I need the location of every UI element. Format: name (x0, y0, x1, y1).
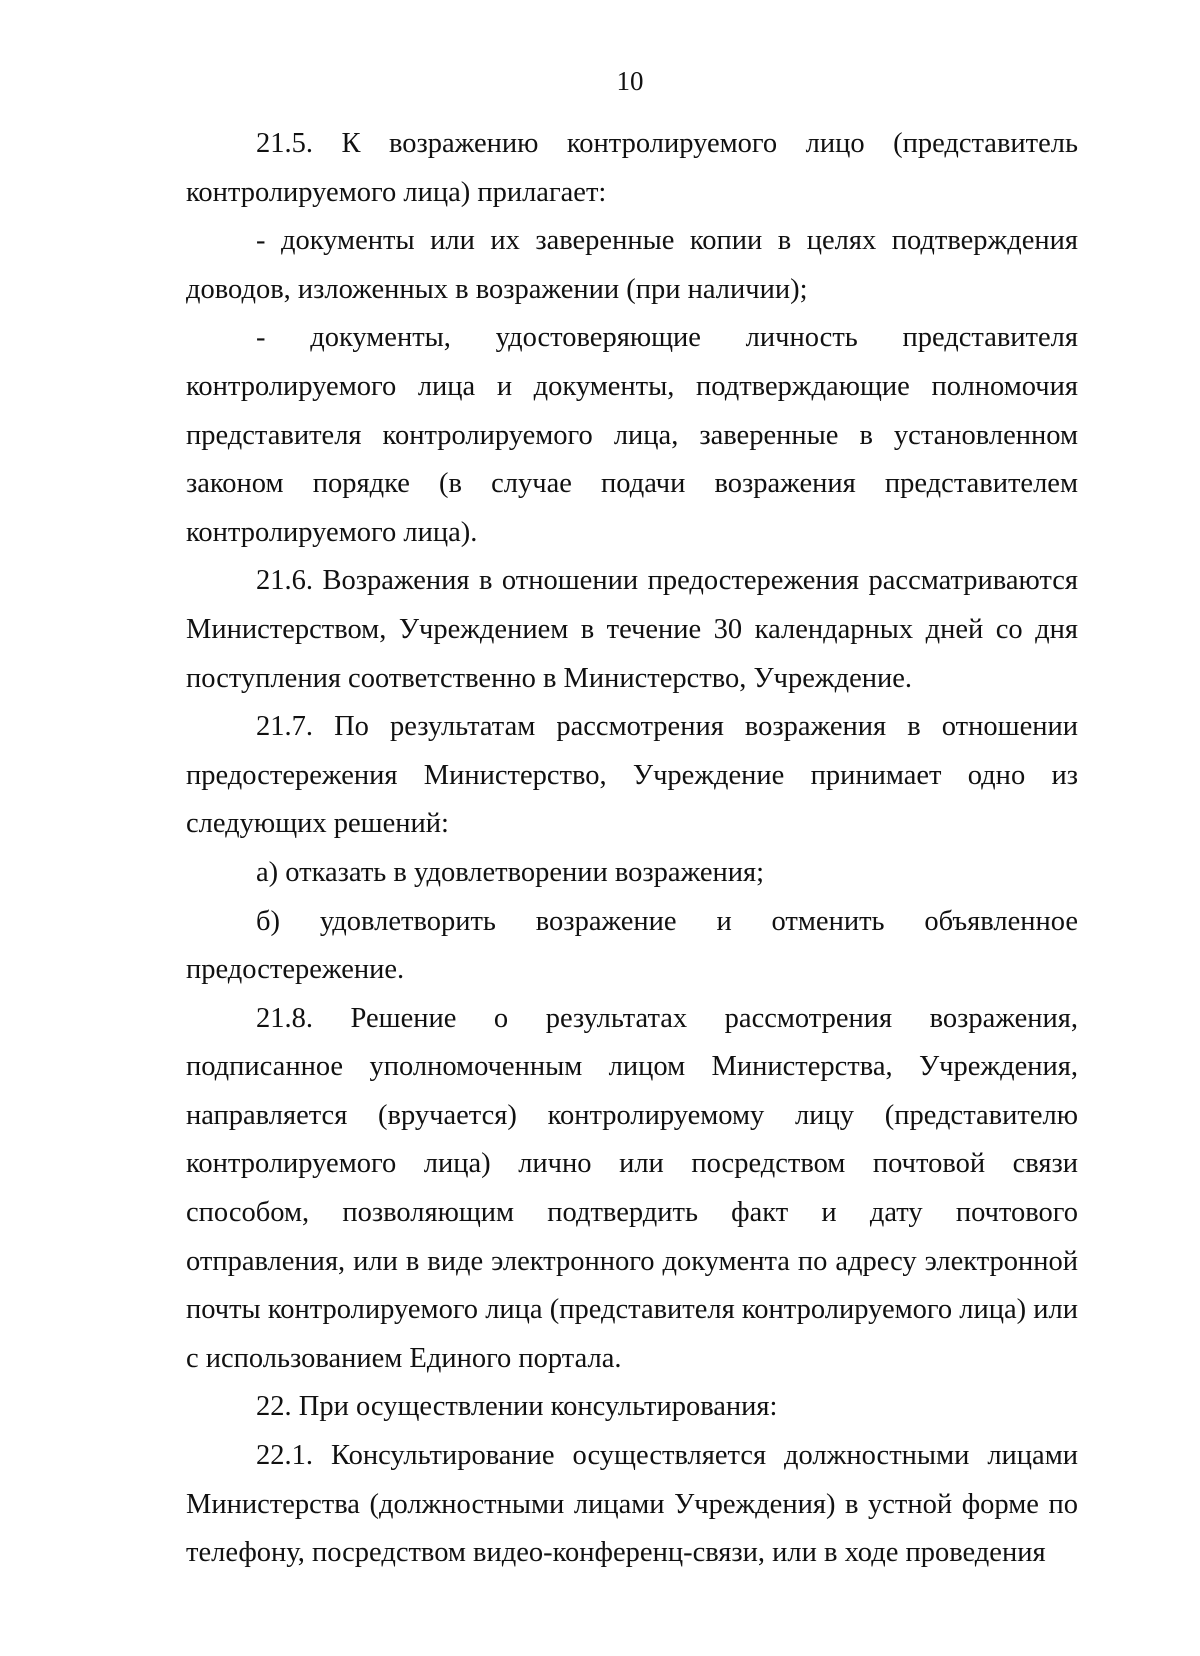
paragraph-21-5-item-identity: - документы, удостоверяющие личность представителя контролируемого лица и документы, подтверждающие полномочия представителя контролируемого лица, заверенные в установленном законом порядке (в случае подачи возражения представителем контролируемого лица). (186, 322, 1078, 548)
paragraph-21-5-item-copies: - документы или их заверенные копии в целях подтверждения доводов, изложенных в возражении (при наличии); (186, 225, 1078, 305)
paragraph-21-7: 21.7. По результатам рассмотрения возражения в отношении предостережения Министерство, Учреждение принимает одно из следующих решений: (186, 711, 1078, 840)
paragraph-21-5: 21.5. К возражению контролируемого лицо (представитель контролируемого лица) прилагает: (186, 128, 1078, 208)
paragraph-21-6: 21.6. Возражения в отношении предостережения рассматриваются Министерством, Учреждением в течение 30 календарных дней со дня поступления соответственно в Министерство, Учреждение. (186, 565, 1078, 694)
paragraph-22: 22. При осуществлении консультирования: (256, 1391, 778, 1423)
document-body (186, 120, 1078, 1578)
paragraph-22-1: 22.1. Консультирование осуществляется должностными лицами Министерства (должностными лицами Учреждения) в устной форме по телефону, посредством видео-конференц-связи, или в ходе проведения (186, 1440, 1078, 1569)
paragraph-21-8: 21.8. Решение о результатах рассмотрения возражения, подписанное уполномоченным лицом Министерства, Учреждения, направляется (вручается) контролируемому лицу (представителю контролируемого лица) лично или посредством почтовой связи способом, позволяющим подтвердить факт и дату почтового отправления, или в виде электронного документа по адресу электронной почты контролируемого лица (представителя контролируемого лица) или с использованием Единого портала. (186, 1002, 1078, 1374)
page-number: 10 (616, 66, 644, 96)
paragraph-21-7-option-b: б) удовлетворить возражение и отменить объявленное предостережение. (186, 905, 1078, 986)
paragraph-21-7-option-a: а) отказать в удовлетворении возражения; (256, 856, 765, 888)
